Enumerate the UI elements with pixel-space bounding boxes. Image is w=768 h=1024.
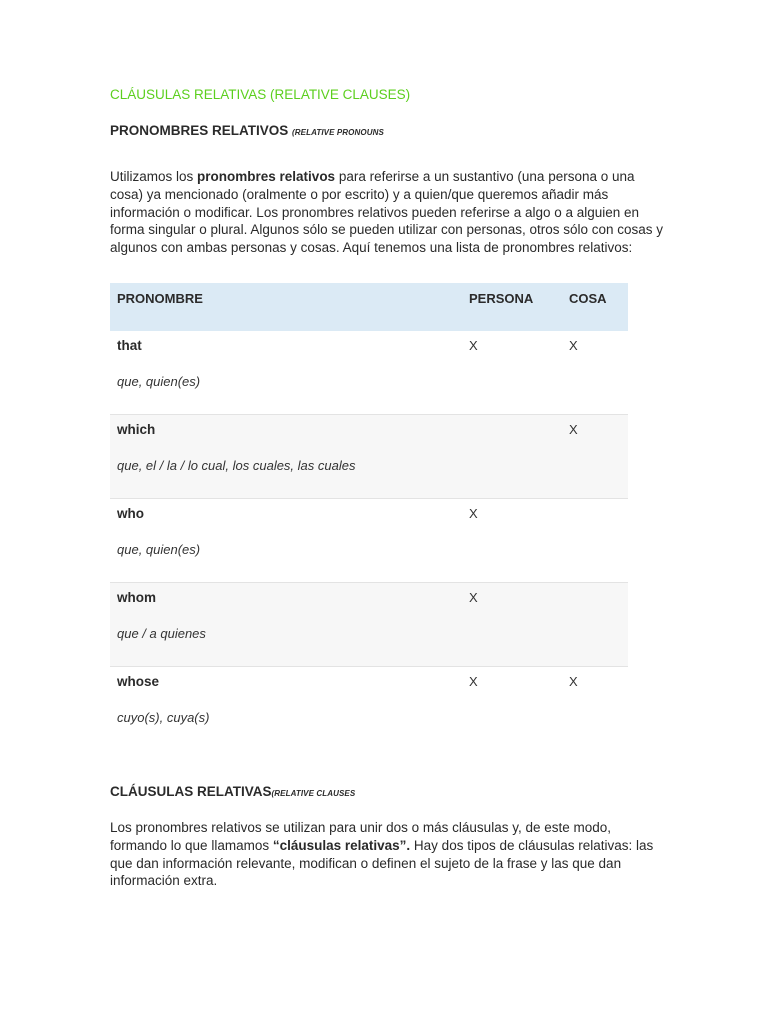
persona-mark: X xyxy=(469,338,478,353)
header-persona: PERSONA xyxy=(469,291,534,306)
pronouns-table xyxy=(110,283,628,750)
intro-text-bold: pronombres relativos xyxy=(197,169,336,184)
persona-mark: X xyxy=(469,590,478,605)
section-heading-subtitle: (RELATIVE CLAUSES xyxy=(271,789,356,798)
section-heading-relative-pronouns xyxy=(110,123,384,138)
persona-mark: X xyxy=(469,506,478,521)
table-row xyxy=(110,667,628,750)
section-heading-relative-clauses xyxy=(110,784,355,799)
section-heading-subtitle: (RELATIVE PRONOUNS xyxy=(292,128,384,137)
pronoun-word: which xyxy=(117,422,156,437)
table-row xyxy=(110,415,628,499)
page-title: CLÁUSULAS RELATIVAS (RELATIVE CLAUSES) xyxy=(110,87,411,102)
cosa-mark: X xyxy=(569,674,578,689)
clauses-paragraph xyxy=(110,819,670,890)
section-heading-text: PRONOMBRES RELATIVOS xyxy=(110,123,293,138)
pronoun-translation: que, quien(es) xyxy=(117,374,201,389)
intro-text-end: para referirse a un sustantivo (una persona o una cosa) ya mencionado (oralmente o por escrito) y a quien/que queremos añadir más información o modificar. Los pronombres relativos pueden referirse a algo o a alguien en forma singular o plural. Algunos sólo se pueden utilizar con personas, otros sólo con cosas y algunos con ambas personas y cosas. Aquí tenemos una lista de pronombres relativos: xyxy=(110,169,664,256)
cosa-mark: X xyxy=(569,338,578,353)
intro-paragraph xyxy=(110,168,670,257)
clauses-text-bold: “cláusulas relativas”. xyxy=(272,837,411,853)
table-row xyxy=(110,583,628,667)
cosa-mark: X xyxy=(569,422,578,437)
table-row xyxy=(110,331,628,415)
header-pronombre: PRONOMBRE xyxy=(117,291,203,306)
clauses-text-end: Hay dos tipos de cláusulas relativas: las que dan información relevante, modifican o definen el sujeto de la frase y las que dan información extra. xyxy=(110,837,654,889)
pronoun-translation: que, el / la / lo cual, los cuales, las cuales xyxy=(117,458,356,473)
intro-text-start: Utilizamos los xyxy=(110,169,198,184)
persona-mark: X xyxy=(469,674,478,689)
pronoun-translation: cuyo(s), cuya(s) xyxy=(117,710,210,725)
pronoun-word: whose xyxy=(117,674,160,689)
pronoun-word: whom xyxy=(117,590,156,605)
section-heading-text: CLÁUSULAS RELATIVAS xyxy=(110,784,272,799)
pronoun-word: who xyxy=(117,506,144,521)
table-row xyxy=(110,499,628,583)
pronoun-translation: que, quien(es) xyxy=(117,542,201,557)
pronoun-word: that xyxy=(117,338,142,353)
pronoun-translation: que / a quienes xyxy=(117,626,206,641)
header-cosa: COSA xyxy=(569,291,607,306)
table-header-row xyxy=(110,283,628,331)
clauses-text-start: Los pronombres relativos se utilizan para unir dos o más cláusulas y, de este modo, formando lo que llamamos xyxy=(110,820,612,853)
